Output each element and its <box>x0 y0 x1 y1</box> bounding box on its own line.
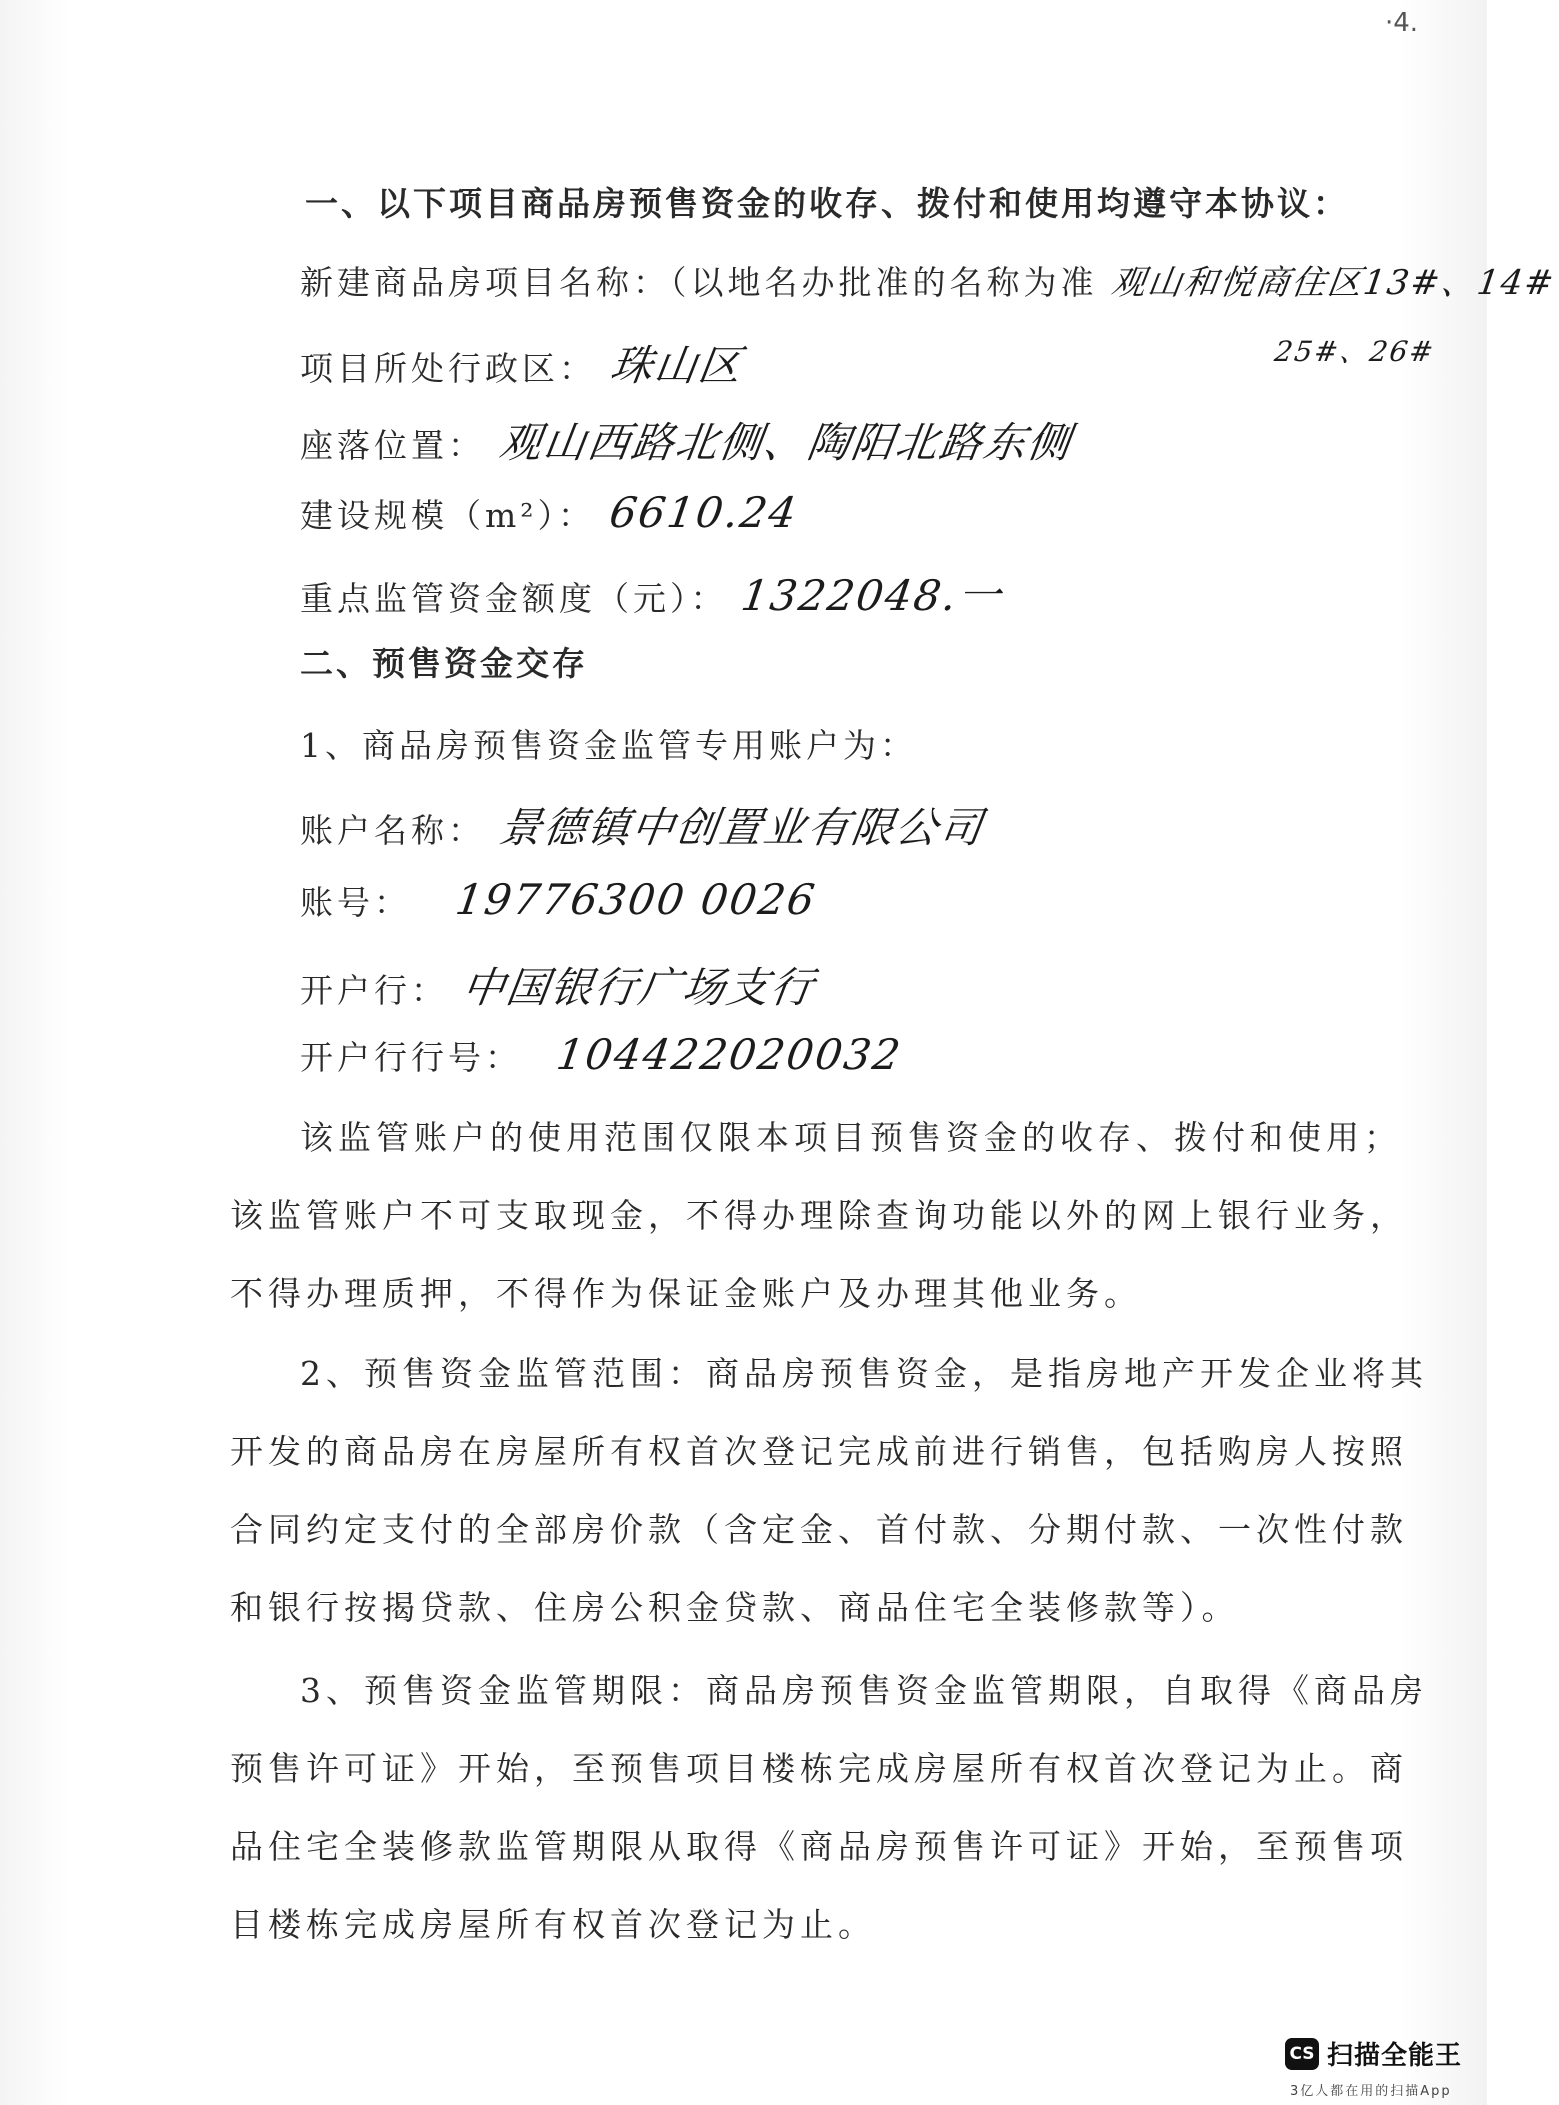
district-label: 项目所处行政区： <box>300 349 596 388</box>
account-no-value: 19776300 0026 <box>452 875 819 924</box>
bank-value: 中国银行广场支行 <box>458 963 818 1012</box>
usage-line-3: 不得办理质押，不得作为保证金账户及办理其他业务。 <box>230 1274 1142 1313</box>
scale-line <box>300 488 801 537</box>
district-line <box>300 333 746 393</box>
district-value: 珠山区 <box>606 341 746 390</box>
item3-line-2: 预售许可证》开始，至预售项目楼栋完成房屋所有权首次登记为止。商 <box>230 1749 1408 1788</box>
item3-line-4: 目楼栋完成房屋所有权首次登记为止。 <box>230 1905 876 1944</box>
scale-value: 6610.24 <box>606 488 801 537</box>
item1-text: 1、商品房预售资金监管专用账户为： <box>300 726 917 765</box>
bank-no-line <box>300 1030 905 1079</box>
item2-line-1: 2、预售资金监管范围：商品房预售资金，是指房地产开发企业将其 <box>300 1354 1428 1393</box>
project-name-value-continued: 25#、26# <box>1272 335 1438 368</box>
location-line <box>300 410 1075 470</box>
cs-logo-icon: CS <box>1285 2038 1319 2070</box>
corner-mark: ·4. <box>1385 8 1419 38</box>
account-no-label: 账号： <box>300 883 411 922</box>
account-no-line <box>300 875 819 924</box>
bank-line <box>300 955 818 1015</box>
account-name-label: 账户名称： <box>300 811 485 850</box>
fund-value: 1322048.一 <box>738 571 1006 620</box>
usage-line-2: 该监管账户不可支取现金，不得办理除查询功能以外的网上银行业务， <box>230 1196 1408 1235</box>
usage-line-1: 该监管账户的使用范围仅限本项目预售资金的收存、拨付和使用； <box>300 1118 1402 1157</box>
scanner-tagline: 3亿人都在用的扫描App <box>1290 2084 1452 2099</box>
account-name-line <box>300 795 987 855</box>
project-name-value: 观山和悦商住区13#、14# <box>1108 263 1558 303</box>
bank-no-value: 104422020032 <box>553 1030 905 1079</box>
fund-line <box>300 563 1006 623</box>
item2-line-2: 开发的商品房在房屋所有权首次登记完成前进行销售，包括购房人按照 <box>230 1432 1408 1471</box>
account-name-value: 景德镇中创置业有限公司 <box>495 803 987 852</box>
section1-heading: 一、以下项目商品房预售资金的收存、拨付和使用均遵守本协议： <box>305 184 1349 223</box>
bank-no-label: 开户行行号： <box>300 1038 522 1077</box>
scale-label: 建设规模（m²）： <box>300 496 596 535</box>
item2-line-4: 和银行按揭贷款、住房公积金贷款、商品住宅全装修款等）。 <box>230 1588 1240 1627</box>
location-label: 座落位置： <box>300 426 485 465</box>
scanner-logo <box>1285 2035 1462 2072</box>
bank-label: 开户行： <box>300 971 448 1010</box>
item2-line-3: 合同约定支付的全部房价款（含定金、首付款、分期付款、一次性付款 <box>230 1510 1408 1549</box>
item3-line-3: 品住宅全装修款监管期限从取得《商品房预售许可证》开始，至预售项 <box>230 1827 1408 1866</box>
fund-label: 重点监管资金额度（元）： <box>300 579 728 618</box>
project-name-label: 新建商品房项目名称：（以地名办批准的名称为准 <box>300 263 1098 302</box>
section2-heading: 二、预售资金交存 <box>300 644 588 683</box>
location-value: 观山西路北侧、陶阳北路东侧 <box>495 418 1075 467</box>
item3-line-1: 3、预售资金监管期限：商品房预售资金监管期限，自取得《商品房 <box>300 1671 1428 1710</box>
scanner-brand: 扫描全能王 <box>1327 2041 1463 2071</box>
project-name-line <box>300 255 1556 304</box>
